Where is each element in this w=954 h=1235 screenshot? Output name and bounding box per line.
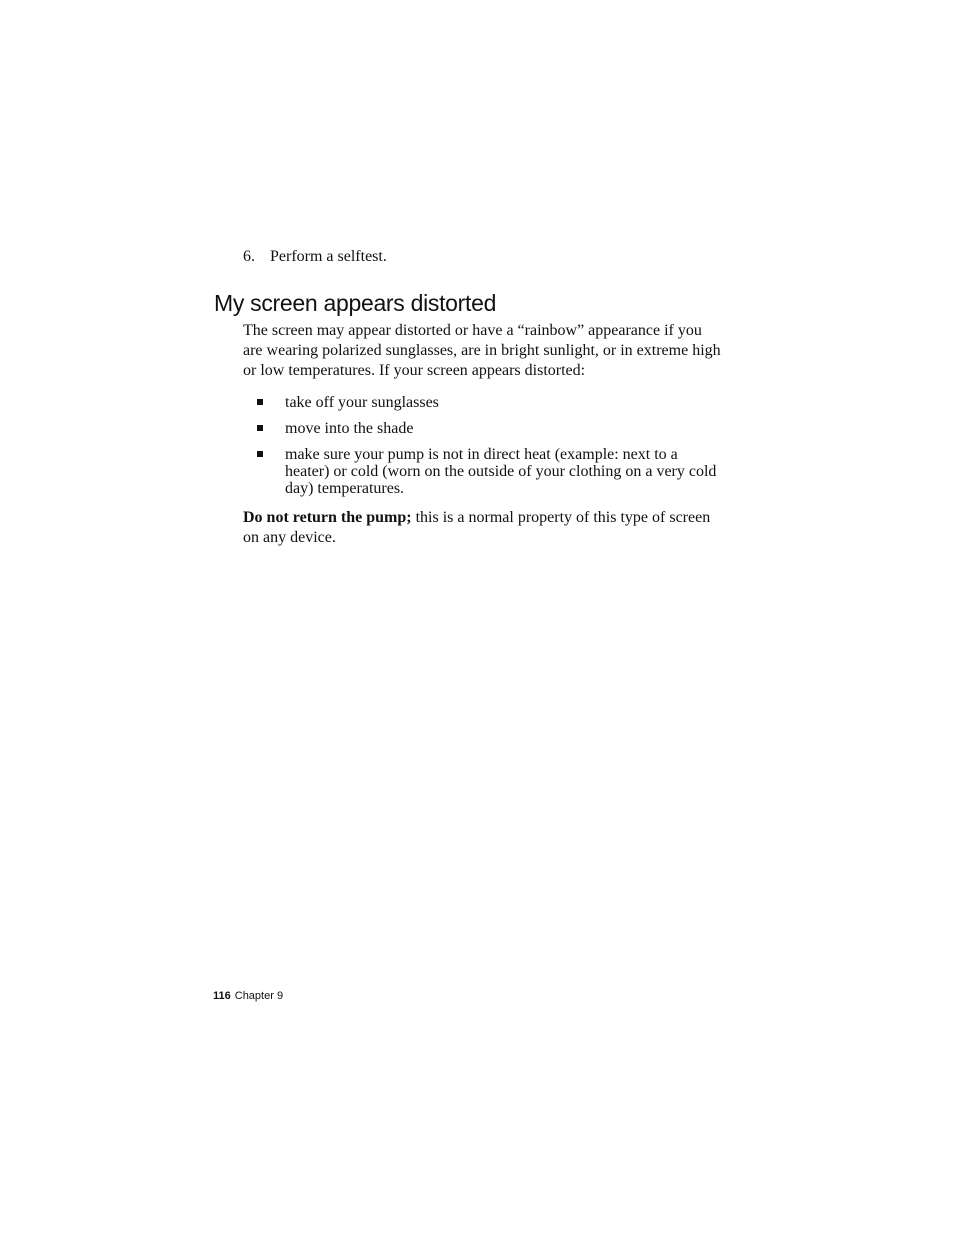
square-bullet-icon	[257, 451, 263, 457]
page-footer	[213, 989, 283, 1003]
page-number: 116	[213, 990, 231, 1002]
list-item	[243, 394, 721, 411]
square-bullet-icon	[257, 425, 263, 431]
section-heading: My screen appears distorted	[214, 290, 497, 316]
step-number: 6.	[243, 248, 255, 265]
note-paragraph	[243, 508, 721, 548]
note-emphasis: Do not return the pump;	[243, 509, 412, 526]
step-text: Perform a selftest.	[270, 248, 387, 265]
chapter-label: Chapter 9	[234, 990, 284, 1002]
list-item-text: take off your sunglasses	[285, 394, 439, 411]
square-bullet-icon	[257, 399, 263, 405]
list-item	[243, 420, 721, 437]
intro-paragraph: The screen may appear distorted or have a “rainbow” appearance if you are wearing polarized sunglasses, are in bright sunlight, or in extreme high or low temperatures. If your screen appears distorted:	[243, 322, 721, 379]
list-item	[243, 446, 721, 497]
numbered-step	[243, 246, 387, 268]
list-item-text: make sure your pump is not in direct heat (example: next to a heater) or cold (worn on the outside of your clothing on a very cold day) temperatures.	[285, 446, 717, 497]
bullet-list	[243, 394, 721, 497]
list-item-text: move into the shade	[285, 420, 414, 437]
note-text: this is a normal property of this type of screen on any device.	[243, 509, 711, 546]
